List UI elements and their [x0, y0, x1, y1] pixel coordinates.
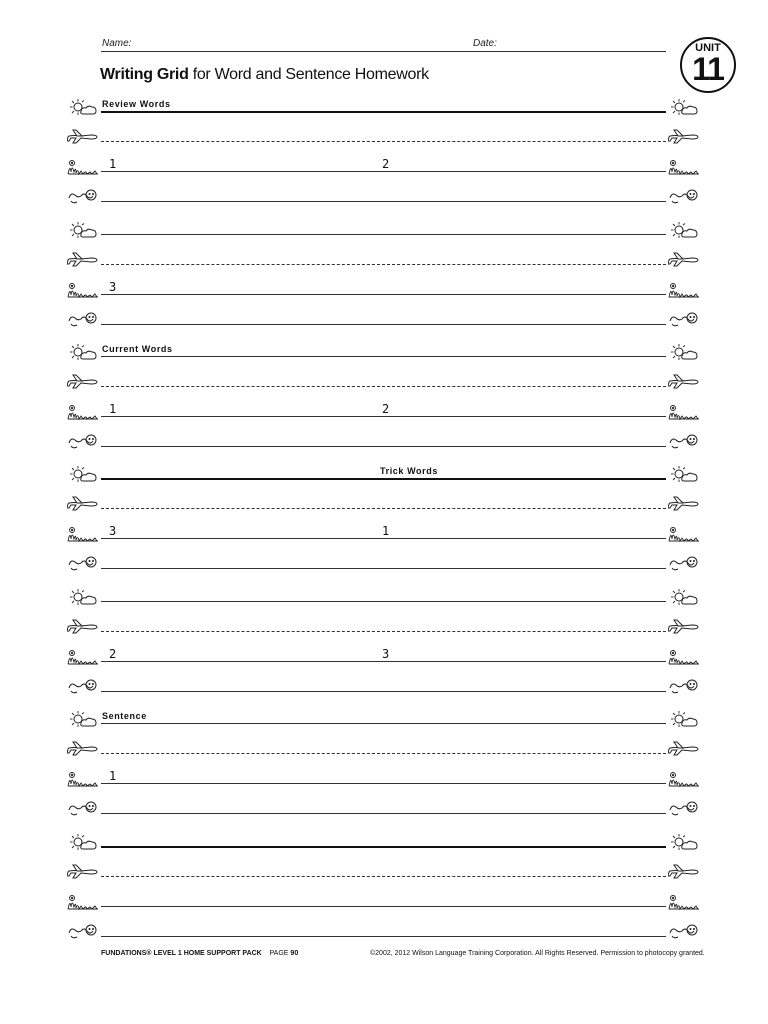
writing-line — [101, 691, 666, 692]
airplane-icon — [67, 495, 99, 513]
item-number: 3 — [382, 647, 390, 661]
grass-icon — [67, 770, 99, 788]
sun-icon — [67, 710, 99, 728]
writing-line — [101, 813, 666, 814]
page-title-bold: Writing Grid — [100, 66, 189, 83]
sun-icon — [668, 833, 700, 851]
date-label: Date: — [473, 38, 497, 49]
page-title — [100, 66, 429, 84]
grass-icon — [668, 525, 700, 543]
sun-icon — [67, 98, 99, 116]
worm-icon — [67, 678, 99, 696]
airplane-icon — [668, 128, 700, 146]
worm-icon — [668, 555, 700, 573]
airplane-icon — [67, 863, 99, 881]
sun-icon — [668, 465, 700, 483]
worm-icon — [668, 311, 700, 329]
sun-icon — [67, 221, 99, 239]
sun-icon — [67, 465, 99, 483]
item-number: 1 — [382, 524, 390, 538]
dashed-midline — [101, 631, 666, 632]
writing-line — [101, 906, 666, 907]
worm-icon — [67, 188, 99, 206]
grass-icon — [668, 281, 700, 299]
item-number: 2 — [382, 402, 390, 416]
airplane-icon — [67, 373, 99, 391]
dashed-midline — [101, 508, 666, 509]
footer-copyright: ©2002, 2012 Wilson Language Training Corporation. All Rights Reserved. Permission to photocopy granted. — [370, 950, 705, 957]
dashed-midline — [101, 386, 666, 387]
dashed-midline — [101, 753, 666, 754]
writing-line — [101, 324, 666, 325]
airplane-icon — [668, 618, 700, 636]
airplane-icon — [67, 251, 99, 269]
writing-line — [101, 568, 666, 569]
writing-line — [101, 478, 666, 480]
sun-icon — [67, 833, 99, 851]
item-number: 1 — [109, 402, 117, 416]
footer-brand: FUNDATIONS — [101, 950, 147, 957]
airplane-icon — [668, 495, 700, 513]
grass-icon — [67, 281, 99, 299]
writing-line — [101, 234, 666, 235]
airplane-icon — [668, 373, 700, 391]
grass-icon — [668, 158, 700, 176]
sun-icon — [668, 343, 700, 361]
grass-icon — [668, 648, 700, 666]
airplane-icon — [67, 740, 99, 758]
writing-line — [101, 356, 666, 357]
grass-icon — [67, 648, 99, 666]
writing-line — [101, 661, 666, 662]
item-number: 3 — [109, 280, 117, 294]
writing-line — [101, 111, 666, 113]
worm-icon — [668, 433, 700, 451]
item-number: 2 — [382, 157, 390, 171]
name-label: Name: — [102, 38, 132, 49]
footer-program — [101, 950, 298, 957]
unit-label: UNIT — [695, 42, 721, 54]
footer-page-number: 90 — [290, 950, 299, 957]
writing-line — [101, 538, 666, 539]
worm-icon — [67, 923, 99, 941]
dashed-midline — [101, 876, 666, 877]
item-number: 1 — [109, 157, 117, 171]
writing-line — [101, 201, 666, 202]
grass-icon — [668, 403, 700, 421]
unit-number: 11 — [692, 51, 724, 87]
grass-icon — [67, 158, 99, 176]
sun-icon — [668, 710, 700, 728]
grass-icon — [67, 893, 99, 911]
item-number: 1 — [109, 769, 117, 783]
worm-icon — [67, 433, 99, 451]
sun-icon — [67, 588, 99, 606]
writing-line — [101, 171, 666, 172]
airplane-icon — [668, 251, 700, 269]
sun-icon — [67, 343, 99, 361]
sun-icon — [668, 221, 700, 239]
writing-line — [101, 846, 666, 848]
footer-page-label: PAGE — [269, 950, 291, 957]
footer-pack: ® LEVEL 1 HOME SUPPORT PACK — [146, 950, 262, 957]
item-number: 3 — [109, 524, 117, 538]
writing-line — [101, 783, 666, 784]
section-label: Trick Words — [380, 466, 438, 476]
worm-icon — [668, 800, 700, 818]
airplane-icon — [67, 618, 99, 636]
page-title-rest: for Word and Sentence Homework — [188, 66, 429, 83]
writing-line — [101, 416, 666, 417]
item-number: 2 — [109, 647, 117, 661]
airplane-icon — [668, 740, 700, 758]
worm-icon — [668, 188, 700, 206]
writing-line — [101, 294, 666, 295]
section-label: Sentence — [102, 711, 147, 721]
dashed-midline — [101, 264, 666, 265]
unit-badge — [680, 37, 736, 93]
dashed-midline — [101, 141, 666, 142]
grass-icon — [668, 893, 700, 911]
writing-line — [101, 936, 666, 937]
worm-icon — [67, 800, 99, 818]
grass-icon — [67, 403, 99, 421]
worm-icon — [668, 923, 700, 941]
worm-icon — [67, 555, 99, 573]
worm-icon — [668, 678, 700, 696]
airplane-icon — [67, 128, 99, 146]
writing-line — [101, 723, 666, 724]
section-label: Current Words — [102, 344, 173, 354]
writing-line — [101, 446, 666, 447]
sun-icon — [668, 98, 700, 116]
writing-line — [101, 601, 666, 602]
worm-icon — [67, 311, 99, 329]
grass-icon — [668, 770, 700, 788]
sun-icon — [668, 588, 700, 606]
grass-icon — [67, 525, 99, 543]
name-date-line — [101, 51, 666, 52]
section-label: Review Words — [102, 99, 171, 109]
airplane-icon — [668, 863, 700, 881]
